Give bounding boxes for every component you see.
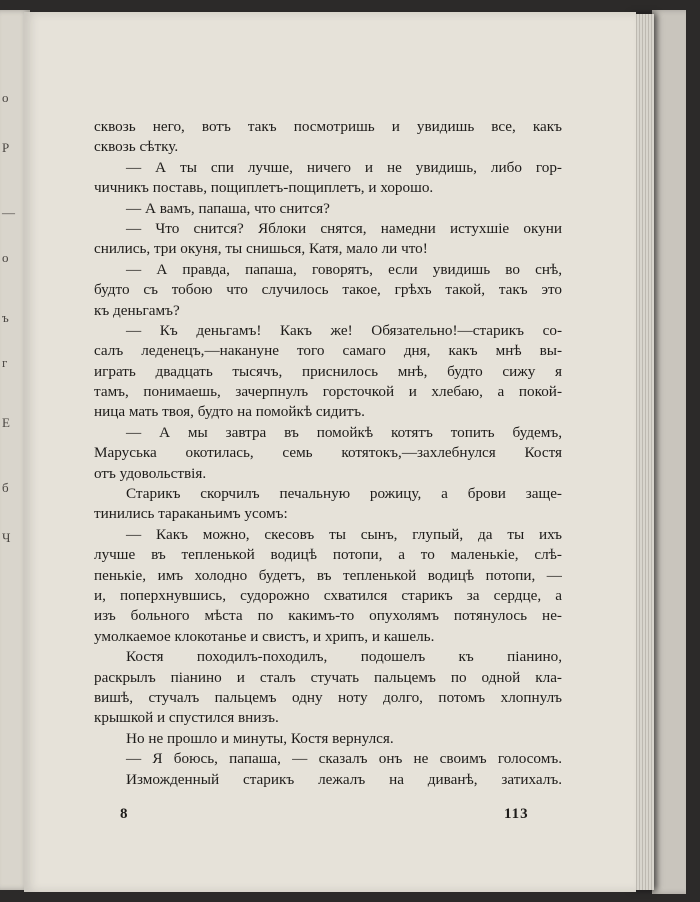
text-line: отъ удовольствія. xyxy=(94,464,207,482)
left-page-text-fragment: о xyxy=(2,250,9,265)
text-line: ница мать твоя, будто на помойкѣ сидитъ. xyxy=(94,403,365,421)
text-line: будто съ тобою что случилось такое, грѣхъ такой, такъ это xyxy=(94,281,562,299)
left-page-text-fragment: ъ xyxy=(2,310,10,325)
text-line: Костя походилъ-походилъ, подошелъ къ піанино, xyxy=(126,648,562,666)
left-page-text-fragment: Р xyxy=(2,140,10,155)
left-page-text-fragment: о xyxy=(2,90,9,105)
text-line: — А вамъ, папаша, что снится? xyxy=(126,199,330,217)
text-line: умолкаемое клокотанье и свистъ, и хрипъ, и кашель. xyxy=(94,627,435,645)
text-line: вишѣ, стучалъ пальцемъ одну ноту долго, потомъ хлопнулъ xyxy=(94,688,562,706)
text-line: Изможденный старикъ лежалъ на диванѣ, затихалъ. xyxy=(126,770,562,788)
page-number: 113 xyxy=(504,806,529,822)
text-line: и, поперхнувшись, судорожно схватился старикъ за сердце, а xyxy=(94,586,562,604)
text-line: Но не прошло и минуты, Костя вернулся. xyxy=(126,729,394,747)
text-line: — Я боюсь, папаша, — сказалъ онъ не своимъ голосомъ. xyxy=(126,750,562,768)
text-line: сквозь него, вотъ такъ посмотришь и увидишь все, какъ xyxy=(94,118,562,135)
text-line: — А мы завтра въ помойкѣ котятъ топить будемъ, xyxy=(126,423,562,441)
text-line: Маруська окотилась, семь котятокъ,—захлебнулся Костя xyxy=(94,444,562,462)
book-page xyxy=(24,12,636,892)
signature-mark: 8 xyxy=(120,806,128,822)
left-page-text-fragment: б xyxy=(2,480,10,495)
text-line: чичникъ поставь, пощиплетъ-пощиплетъ, и хорошо. xyxy=(94,179,434,197)
text-line: тамъ, понимаешь, зачерпнулъ горсточкой и хлебаю, а покой- xyxy=(94,383,562,401)
text-line: — Къ деньгамъ! Какъ же! Обязательно!—старикъ со- xyxy=(126,321,562,339)
text-line: изъ больного мѣста по какимъ-то опухолямъ потянулось не- xyxy=(94,607,562,625)
text-line: играть двадцать тысячъ, приснилось мнѣ, будто сижу я xyxy=(94,362,562,380)
text-line: Старикъ скорчилъ печальную рожицу, а брови защe- xyxy=(126,485,562,503)
left-page-text-fragment: — xyxy=(2,205,16,220)
text-line: — Что снится? Яблоки снятся, намедни истухшіе окуни xyxy=(126,219,562,237)
left-page-text-fragment: Е xyxy=(2,415,11,430)
text-line: тинились тараканьимъ усомъ: xyxy=(94,505,288,523)
text-line: — Какъ можно, скесовъ ты сынъ, глупый, да ты ихъ xyxy=(126,525,562,543)
text-line: сквозь сѣтку. xyxy=(94,138,179,156)
book-cover-edge xyxy=(652,10,686,894)
body-text xyxy=(94,117,562,790)
text-line: салъ леденецъ,—накануне того самаго дня, какъ мнѣ вы- xyxy=(94,342,562,360)
text-line: — А правда, папаша, говорятъ, если увидишь во снѣ, xyxy=(126,260,562,278)
text-line: пенькіе, имъ холодно будетъ, въ тепленькой водицѣ потопи, — xyxy=(94,566,562,584)
left-page-text-fragment: Ч xyxy=(2,530,11,545)
text-line: — А ты спи лучше, ничего и не увидишь, либо гор- xyxy=(126,158,562,176)
text-line: крышкой и спустился внизъ. xyxy=(94,709,279,727)
text-line: къ деньгамъ? xyxy=(94,301,180,319)
text-line: раскрылъ піанино и сталъ стучать пальцемъ по одной кла- xyxy=(94,668,562,686)
left-page-text-fragment: г xyxy=(2,355,8,370)
text-line: лучше въ тепленькой водицѣ потопи, а то маленькіе, слѣ- xyxy=(94,546,562,564)
text-line: снились, три окуня, ты снишься, Катя, мало ли что! xyxy=(94,240,428,258)
